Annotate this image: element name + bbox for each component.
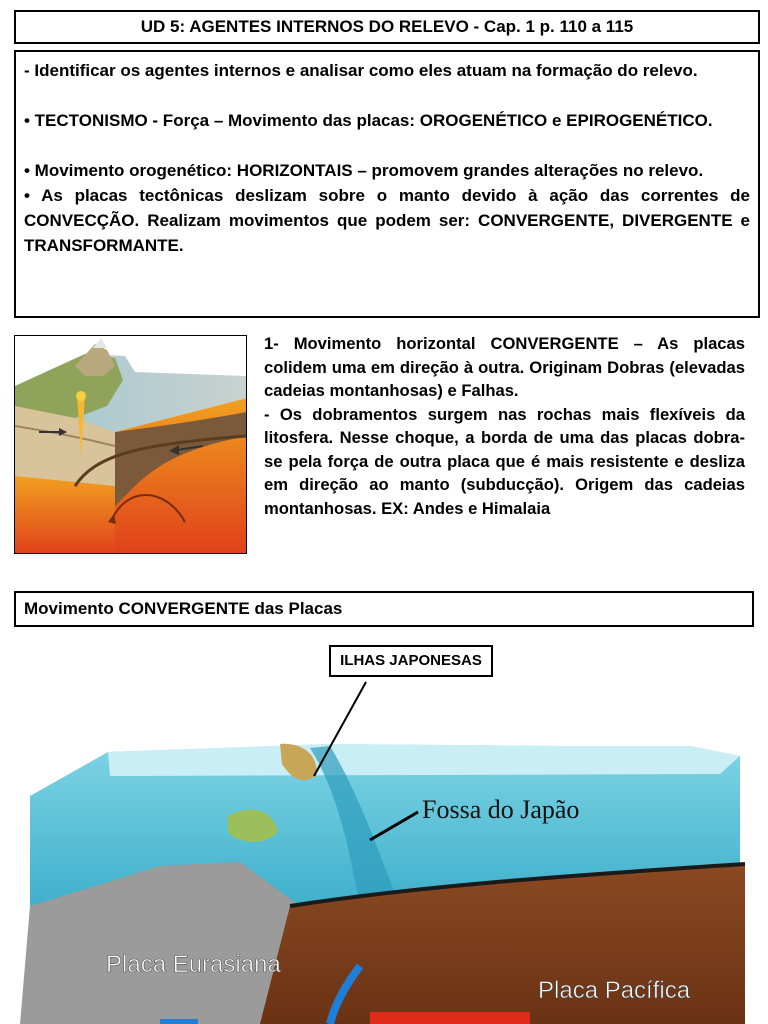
convergent-definition: 1- Movimento horizontal CONVERGENTE – As placas colidem uma em direção à outra. Originam Dobras (elevadas cadeias montanhosas) e Falhas. — [264, 334, 745, 400]
japanese-islands-label — [329, 645, 493, 677]
page-title — [14, 10, 760, 44]
convergent-description — [264, 332, 745, 520]
objectives-box — [14, 50, 760, 318]
convection-text: • As placas tectônicas deslizam sobre o manto devido à ação das correntes de CONVECÇÃO. Realizam movimentos que podem ser: CONVERGENTE, DIVERGENTE e TRANSFORMANTE. — [24, 186, 750, 255]
page-title-text: UD 5: AGENTES INTERNOS DO RELEVO - Cap. 1 p. 110 a 115 — [140, 17, 634, 36]
folding-explanation: - Os dobramentos surgem nas rochas mais flexíveis da litosfera. Nesse choque, a borda de uma das placas dobra-se pela força de outra placa que é mais resistente e desliza em direção ao manto (subducção). Origem das cadeias montanhosas. EX: Andes e Himalaia — [264, 404, 745, 518]
japanese-islands-text: ILHAS JAPONESAS — [340, 652, 482, 669]
section-title — [14, 591, 754, 627]
orogenetic-text: • Movimento orogenético: HORIZONTAIS – promovem grandes alterações no relevo. — [24, 161, 704, 180]
convergent-block-illustration — [15, 336, 247, 554]
convergent-block-diagram — [14, 335, 247, 554]
section-title-text: Movimento CONVERGENTE das Placas — [24, 599, 343, 618]
eurasian-plate-label: Placa Eurasiana — [106, 951, 281, 978]
objective-text: - Identificar os agentes internos e analisar como eles atuam na formação do relevo. — [24, 61, 698, 80]
trench-label: Fossa do Japão — [422, 795, 580, 824]
pacific-plate-label: Placa Pacífica — [538, 977, 691, 1004]
japan-subduction-diagram — [0, 636, 768, 1024]
tectonism-text: • TECTONISMO - Força – Movimento das placas: OROGENÉTICO e EPIROGENÉTICO. — [24, 111, 713, 130]
